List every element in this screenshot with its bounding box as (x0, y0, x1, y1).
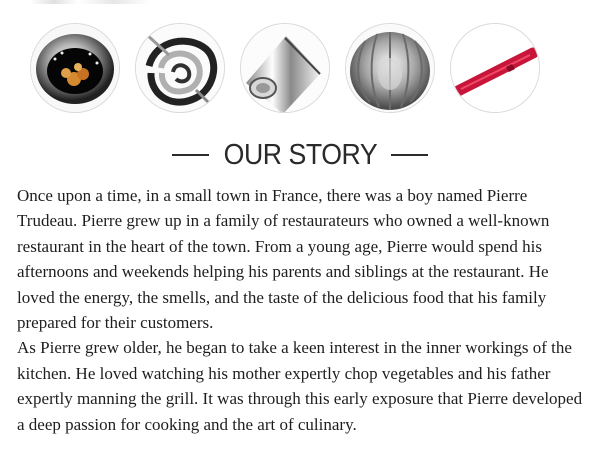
spiral-strainer-image (136, 24, 224, 112)
fluted-steel-mold-icon[interactable] (345, 23, 435, 113)
fluted-mold-image (346, 24, 434, 112)
chrome-cylinder-icon[interactable] (240, 23, 330, 113)
story-paragraph-2: As Pierre grew older, he began to take a keen interest in the inner workings of the kitchen. He loved watching his mother expertly chop vegetables and his father expertly manning the grill. It was through this early exposure that Pierre developed a deep passion for cooking and the art of culinary. (17, 338, 583, 434)
spiral-strainer-icon[interactable] (135, 23, 225, 113)
our-story-heading (0, 137, 600, 173)
heading-left-rule (172, 154, 209, 156)
red-utensil-handle-icon[interactable] (450, 23, 540, 113)
colander-image (31, 24, 119, 112)
story-body (17, 183, 588, 453)
page-title: OUR STORY (223, 139, 377, 171)
heading-right-rule (391, 154, 428, 156)
story-paragraph-1: Once upon a time, in a small town in France, there was a boy named Pierre Trudeau. Pierre grew up in a family of restaurateurs who owned a well-known restaurant in the heart of the town. From a young age, Pierre would spend his afternoons and weekends helping his parents and siblings at the restaurant. He loved the energy, the smells, and the taste of the delicious food that his family prepared for their customers. (17, 186, 550, 333)
colander-with-nuts-icon[interactable] (30, 23, 120, 113)
product-thumbnail-row (30, 23, 542, 113)
cropped-top-image (30, 0, 150, 4)
chrome-cylinder-image (241, 24, 329, 112)
red-handle-image (451, 24, 539, 112)
